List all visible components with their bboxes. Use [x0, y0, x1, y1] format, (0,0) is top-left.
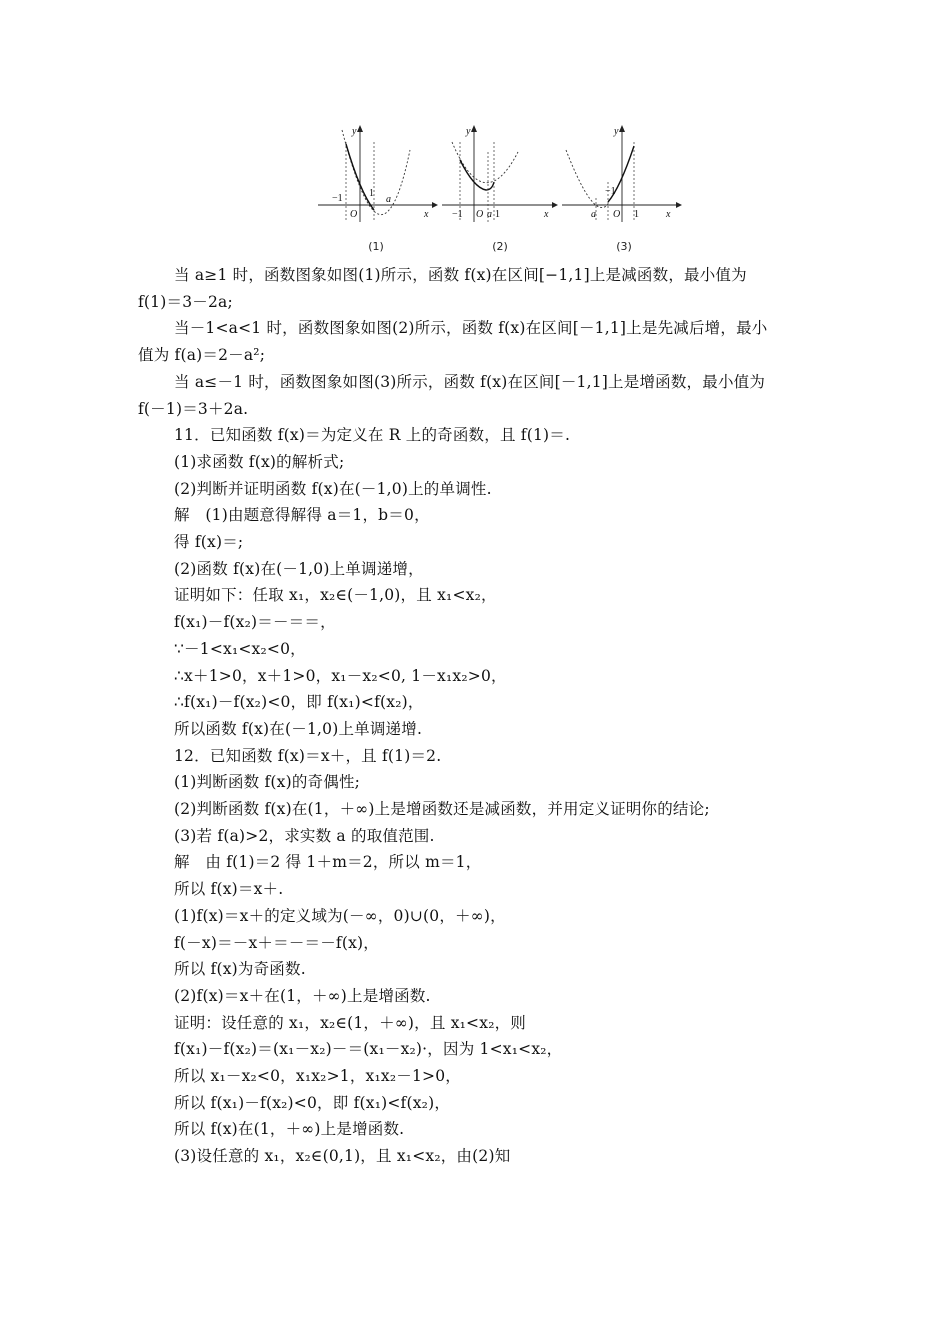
text-line: f(x₁)－f(x₂)＝－＝＝， [174, 613, 336, 632]
text-line: 当－1<a<1 时，函数图象如图(2)所示，函数 f(x)在区间[－1,1]上是先减后增，最小 [174, 319, 768, 338]
text-line: 所以 f(x₁)－f(x₂)<0，即 f(x₁)<f(x₂)， [174, 1093, 451, 1112]
text-line: 11．已知函数 f(x)＝为定义在 R 上的奇函数，且 f(1)＝. [174, 426, 571, 445]
figure-3 [562, 122, 686, 262]
neg1-label: −1 [332, 193, 343, 204]
parabola-dashed [566, 150, 608, 208]
y-label: y [352, 126, 357, 137]
text-line: f(x₁)－f(x₂)＝(x₁－x₂)－＝(x₁－x₂)·，因为 1<x₁<x₂， [174, 1040, 563, 1059]
neg1-label: −1 [452, 209, 463, 220]
a-label: a [487, 209, 492, 220]
text-line: (3)若 f(a)>2，求实数 a 的取值范围. [174, 826, 435, 845]
text-line: 所以 f(x)为奇函数. [174, 960, 306, 979]
origin-label: O [350, 209, 358, 220]
text-line: 证明：设任意的 x₁，x₂∈(1，＋∞)，且 x₁<x₂，则 [174, 1013, 527, 1032]
x-axis-arrow [552, 202, 558, 208]
text-line: 解 由 f(1)＝2 得 1＋m＝2，所以 m＝1， [174, 853, 482, 872]
figure-3-caption: (3) [616, 240, 632, 253]
neg1-label: −1 [605, 186, 616, 197]
figure-1-graph [314, 122, 438, 232]
text-line: f(－x)＝－x＋＝－＝－f(x)， [174, 933, 379, 952]
one-label: 1 [634, 209, 639, 220]
parabola-dashed [342, 130, 410, 215]
origin-label: O [613, 209, 621, 220]
y-label: y [614, 126, 619, 137]
text-line: 得 f(x)＝; [174, 533, 244, 551]
a-label: a [591, 209, 596, 220]
one-label: 1 [369, 188, 374, 199]
text-line: (2)函数 f(x)在(－1,0)上单调递增， [174, 559, 424, 578]
text-line: 12．已知函数 f(x)＝x＋，且 f(1)＝2. [174, 746, 442, 765]
text-line: 当 a≤－1 时，函数图象如图(3)所示，函数 f(x)在区间[－1,1]上是增函数，最小值为 [174, 372, 766, 391]
text-line: 所以 x₁－x₂<0，x₁x₂>1，x₁x₂－1>0， [174, 1067, 461, 1085]
text-line: 所以 f(x)在(1，＋∞)上是增函数. [174, 1120, 405, 1139]
figure-row [314, 122, 686, 262]
text-line: (1)f(x)＝x＋的定义域为(－∞，0)∪(0，＋∞)， [174, 906, 506, 925]
x-label: x [666, 209, 671, 220]
a-label: a [386, 194, 391, 205]
figure-2-graph [438, 122, 562, 232]
y-axis-arrow [619, 125, 625, 132]
text-line: 所以 f(x)＝x＋. [174, 880, 284, 899]
text-line: (1)求函数 f(x)的解析式; [174, 452, 345, 471]
figure-2-caption: (2) [492, 240, 508, 253]
origin-label: O [476, 209, 484, 220]
one-label: 1 [495, 209, 500, 220]
text-line: (2)f(x)＝x＋在(1，＋∞)上是增函数. [174, 986, 431, 1005]
text-line: 值为 f(a)＝2－a²; [138, 346, 266, 365]
x-axis-arrow [676, 202, 682, 208]
text-line: (3)设任意的 x₁，x₂∈(0,1)，且 x₁<x₂，由(2)知 [174, 1147, 511, 1166]
parabola-solid [460, 160, 494, 190]
text-line: (2)判断函数 f(x)在(1，＋∞)上是增函数还是减函数，并用定义证明你的结论; [174, 800, 710, 818]
x-label: x [544, 209, 549, 220]
text-line: 解 (1)由题意得解得 a＝1，b＝0， [174, 506, 430, 525]
figure-1-caption: (1) [368, 240, 384, 253]
text-line: f(－1)＝3＋2a. [138, 399, 249, 418]
text-line: f(1)＝3－2a; [138, 292, 233, 311]
figure-2 [438, 122, 562, 262]
text-line: ∵－1<x₁<x₂<0， [174, 639, 306, 658]
figure-1 [314, 122, 438, 262]
text-line: ∴f(x₁)－f(x₂)<0，即 f(x₁)<f(x₂)， [174, 693, 424, 712]
x-label: x [424, 209, 429, 220]
y-axis-arrow [471, 125, 477, 132]
figure-3-graph [562, 122, 686, 232]
text-line: 所以函数 f(x)在(－1,0)上单调递增. [174, 719, 423, 738]
text-line: 证明如下：任取 x₁，x₂∈(－1,0)，且 x₁<x₂， [174, 586, 497, 605]
text-line: 当 a≥1 时，函数图象如图(1)所示，函数 f(x)在区间[−1,1]上是减函数，最小值为 [174, 266, 747, 284]
y-label: y [466, 126, 471, 137]
text-line: ∴x＋1>0，x＋1>0，x₁－x₂<0, 1－x₁x₂>0， [174, 666, 507, 685]
y-axis-arrow [357, 125, 363, 132]
text-line: (1)判断函数 f(x)的奇偶性; [174, 773, 361, 792]
text-line: (2)判断并证明函数 f(x)在(－1,0)上的单调性. [174, 479, 492, 498]
